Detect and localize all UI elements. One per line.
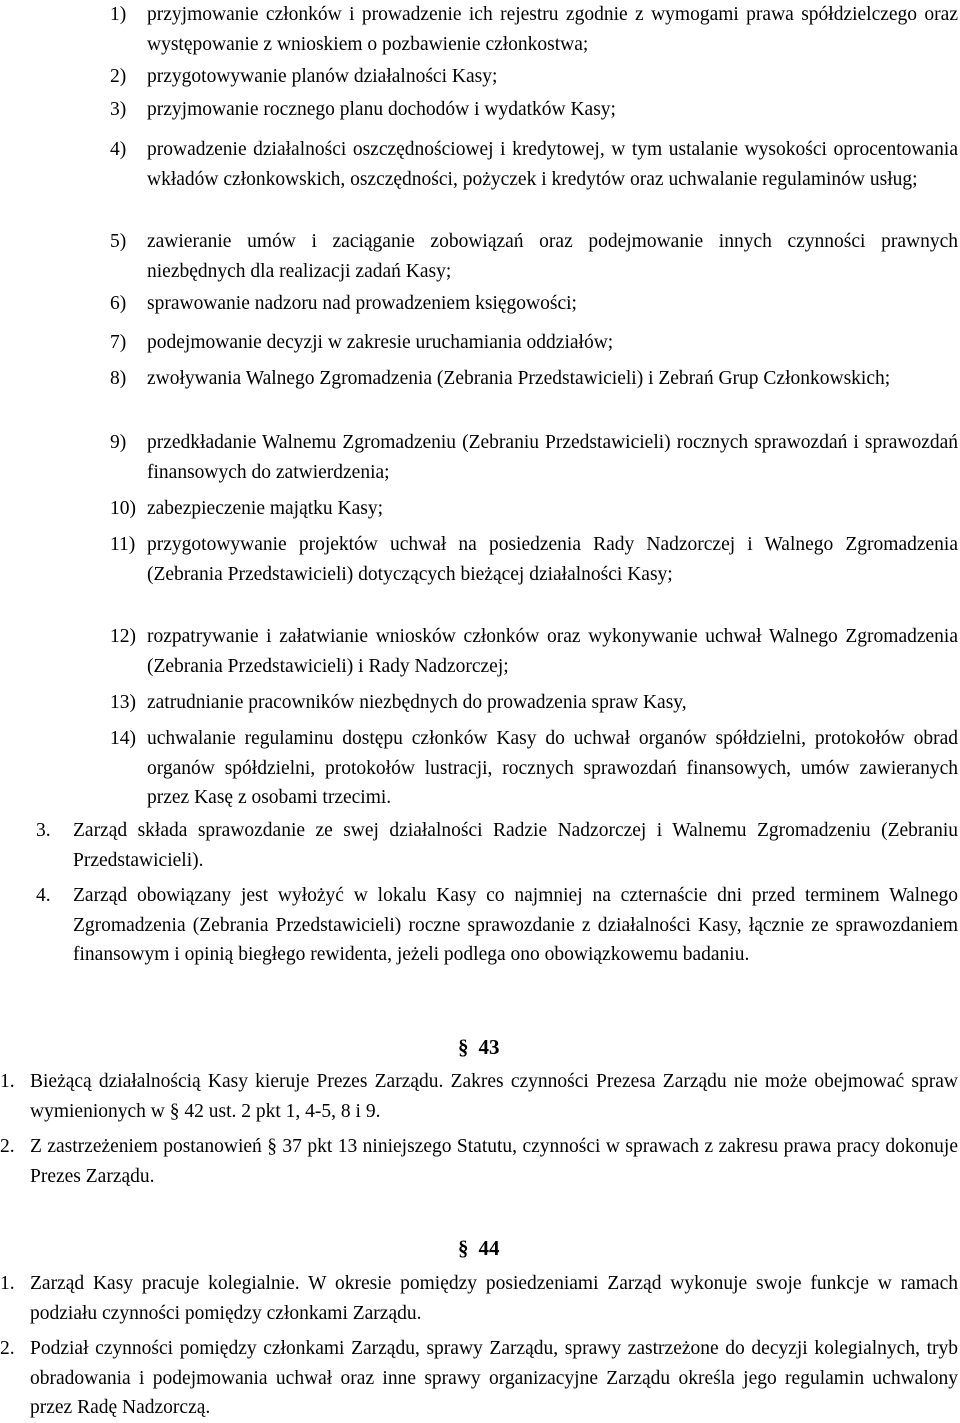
list-item-text: zwoływania Walnego Zgromadzenia (Zebrania Przedstawicieli) i Zebrań Grup Członkowskich; [147, 368, 891, 389]
point-text: Z zastrzeżeniem postanowień § 37 pkt 13 niniejszego Statutu, czynności w sprawach z zakresu prawa pracy dokonuje Prezes Zarządu. [30, 1136, 958, 1187]
list-item-number: 9) [110, 432, 127, 453]
list-item [110, 530, 958, 589]
point-text: Podział czynności pomiędzy członkami Zarządu, sprawy Zarządu, sprawy zastrzeżone do decyzji kolegialnych, tryb obradowania i podejmowania uchwał oraz inne sprawy organizacyjne Zarządu określa jego regulamin uchwalony przez Radę Nadzorczą. [30, 1338, 958, 1418]
list-item [110, 62, 958, 92]
list-item-text: przedkładanie Walnemu Zgromadzeniu (Zebraniu Przedstawicieli) rocznych sprawozdań i sprawozdań finansowych do zatwierdzenia; [147, 432, 958, 483]
list-item-text: podejmowanie decyzji w zakresie uruchamiania oddziałów; [147, 332, 614, 353]
list-item-number: 5) [110, 231, 127, 252]
list-item-text: zawieranie umów i zaciąganie zobowiązań oraz podejmowanie innych czynności prawnych niezbędnych dla realizacji zadań Kasy; [147, 231, 958, 282]
list-item [110, 724, 958, 813]
point-number: 4. [36, 885, 51, 906]
point-text: Zarząd składa sprawozdanie ze swej działalności Radzie Nadzorczej i Walnemu Zgromadzeniu (Zebraniu Przedstawicieli). [73, 820, 958, 871]
list-item-text: prowadzenie działalności oszczędnościowej i kredytowej, w tym ustalanie wysokości oprocentowania wkładów członkowskich, oszczędności, pożyczek i kredytów oraz uchwalanie regulaminów usług; [147, 139, 958, 190]
paragraph-point [0, 1334, 958, 1423]
list-item [110, 328, 958, 358]
paragraph-point [0, 1269, 958, 1328]
list-item [110, 95, 958, 125]
paragraph-point [36, 816, 958, 875]
paragraph-point [0, 1132, 958, 1191]
list-item-text: przyjmowanie członków i prowadzenie ich rejestru zgodnie z wymogami prawa spółdzielczego oraz występowanie z wnioskiem o pozbawienie członkostwa; [147, 4, 958, 55]
point-number: 2. [0, 1136, 15, 1157]
point-number: 3. [36, 820, 51, 841]
list-item-number: 6) [110, 293, 127, 314]
list-item-number: 1) [110, 4, 127, 25]
point-number: 2. [0, 1338, 15, 1359]
list-item-text: sprawowanie nadzoru nad prowadzeniem księgowości; [147, 293, 577, 314]
list-item-number: 12) [110, 626, 136, 647]
list-item [110, 622, 958, 681]
list-item [110, 0, 958, 59]
list-item [110, 227, 958, 286]
list-item-text: zabezpieczenie majątku Kasy; [147, 498, 384, 519]
paragraph-point [0, 1067, 958, 1126]
paragraph-point [36, 881, 958, 970]
point-text: Zarząd Kasy pracuje kolegialnie. W okresie pomiędzy posiedzeniami Zarząd wykonuje swoje funkcje w ramach podziału czynności pomiędzy członkami Zarządu. [30, 1273, 958, 1324]
point-text: Bieżącą działalnością Kasy kieruje Prezes Zarządu. Zakres czynności Prezesa Zarządu nie może obejmować spraw wymienionych w § 42 ust. 2 pkt 1, 4-5, 8 i 9. [30, 1071, 958, 1122]
list-item-number: 7) [110, 332, 127, 353]
list-item-text: przyjmowanie rocznego planu dochodów i wydatków Kasy; [147, 99, 616, 120]
list-item-number: 10) [110, 498, 136, 519]
list-item [110, 364, 958, 394]
point-text: Zarząd obowiązany jest wyłożyć w lokalu Kasy co najmniej na czternaście dni przed terminem Walnego Zgromadzenia (Zebrania Przedstawicieli) roczne sprawozdanie z działalności Kasy, łącznie ze sprawozdaniem finansowym i opinią biegłego rewidenta, jeżeli podlega ono obowiązkowemu badaniu. [73, 885, 958, 965]
section-sign: § [458, 1236, 469, 1260]
list-item-text: rozpatrywanie i załatwianie wniosków członków oraz wykonywanie uchwał Walnego Zgromadzenia (Zebrania Przedstawicieli) i Rady Nadzorczej; [147, 626, 958, 677]
section-number: 43 [478, 1035, 500, 1059]
point-number: 1. [0, 1071, 15, 1092]
section-number: 44 [478, 1236, 500, 1260]
list-item-text: uchwalanie regulaminu dostępu członków Kasy do uchwał organów spółdzielni, protokołów obrad organów spółdzielni, protokołów lustracji, rocznych sprawozdań finansowych, umów zawieranych przez Kasę z osobami trzecimi. [147, 728, 958, 808]
list-item-text: przygotowywanie planów działalności Kasy; [147, 66, 498, 87]
list-item-number: 13) [110, 692, 136, 713]
section-sign: § [458, 1035, 469, 1059]
list-item [110, 289, 958, 319]
list-item-text: przygotowywanie projektów uchwał na posiedzenia Rady Nadzorczej i Walnego Zgromadzenia (Zebrania Przedstawicieli) dotyczących bieżącej działalności Kasy; [147, 534, 958, 585]
list-item-number: 2) [110, 66, 127, 87]
list-item-text: zatrudnianie pracowników niezbędnych do prowadzenia spraw Kasy, [147, 692, 687, 713]
list-item-number: 14) [110, 728, 136, 749]
point-number: 1. [0, 1273, 15, 1294]
list-item-number: 8) [110, 368, 127, 389]
section-heading [458, 1234, 500, 1264]
list-item [110, 494, 958, 524]
section-heading [458, 1033, 500, 1063]
list-item-number: 3) [110, 99, 127, 120]
list-item [110, 135, 958, 194]
list-item [110, 428, 958, 487]
list-item-number: 4) [110, 139, 127, 160]
list-item [110, 688, 958, 718]
list-item-number: 11) [110, 534, 136, 555]
